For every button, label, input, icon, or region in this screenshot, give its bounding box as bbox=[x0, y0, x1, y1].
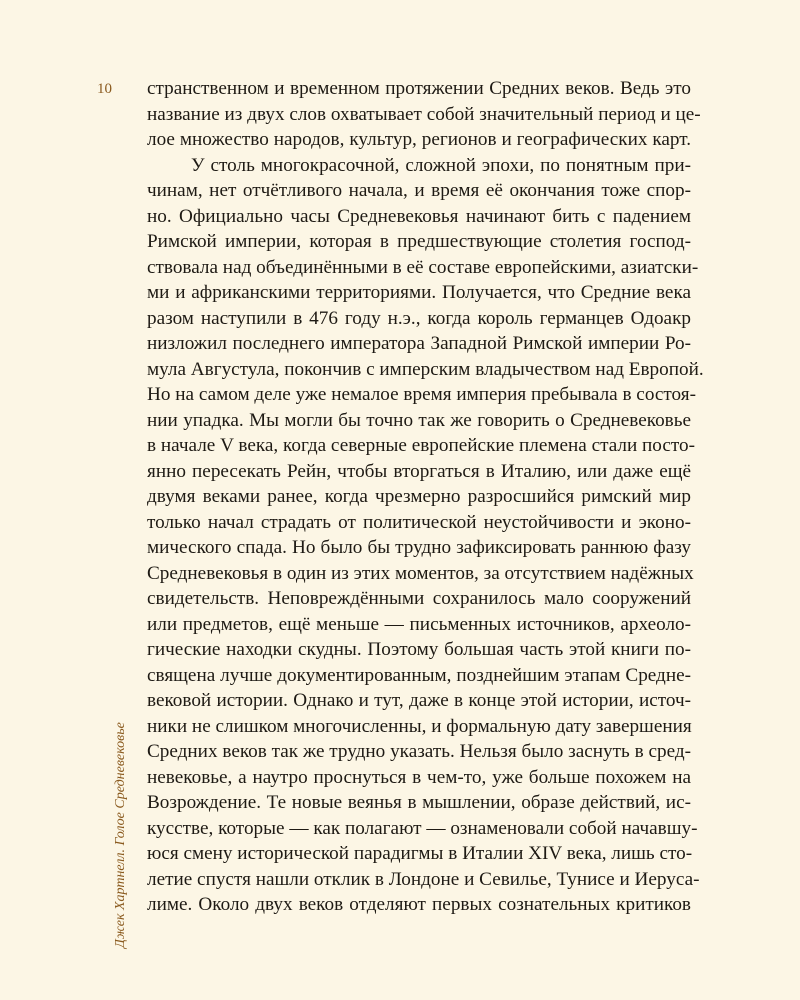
text-line: Средних веков так же трудно указать. Нельзя было заснуть в сред- bbox=[147, 741, 691, 762]
text-line: чинам, нет отчётливого начала, и время её окончания тоже спор- bbox=[147, 180, 691, 201]
text-line: мического спада. Но было бы трудно зафиксировать раннюю фазу bbox=[147, 537, 691, 558]
text-line: ми и африканскими территориями. Получается, что Средние века bbox=[147, 282, 691, 303]
body-text bbox=[147, 76, 704, 918]
text-line: низложил последнего императора Западной Римской империи Ро- bbox=[147, 333, 691, 354]
text-line: или предметов, ещё меньше — письменных источников, археоло- bbox=[147, 613, 691, 635]
text-line: Средневековья в один из этих моментов, за отсутствием надёжных bbox=[147, 562, 694, 584]
page-number: 10 bbox=[97, 81, 112, 97]
text-line: янно пересекать Рейн, чтобы вторгаться в Италию, или даже ещё bbox=[147, 460, 691, 482]
text-line: ствовала над объединёнными в её составе европейскими, азиатски- bbox=[147, 256, 699, 278]
text-line: священа лучше документированным, позднейшим этапам Средне- bbox=[147, 664, 691, 686]
text-line: в начале V века, когда северные европейские племена стали посто- bbox=[147, 435, 696, 456]
text-line: кусстве, которые — как полагают — ознаменовали собой начавшу- bbox=[147, 817, 698, 839]
text-line: Возрождение. Те новые веянья в мышлении, образе действий, ис- bbox=[147, 792, 691, 813]
text-line: свидетельств. Неповреждёнными сохранилось мало сооружений bbox=[147, 588, 691, 609]
text-line: мула Августула, покончив с имперским владычеством над Европой. bbox=[147, 358, 704, 380]
text-line: Но на самом деле уже немалое время империя пребывала в состоя- bbox=[147, 384, 696, 405]
running-head: Джек Хартнелл. Голое Средневековье bbox=[113, 722, 128, 948]
text-line: Римской империи, которая в предшествующие столетия господ- bbox=[147, 231, 691, 252]
text-line: летие спустя нашли отклик в Лондоне и Севилье, Тунисе и Иеруса- bbox=[147, 868, 700, 890]
text-line: но. Официально часы Средневековья начинают бить с падением bbox=[147, 205, 691, 227]
text-line: ники не слишком многочисленны, и формальную дату завершения bbox=[147, 715, 692, 737]
text-line: только начал страдать от политической неустойчивости и эконо- bbox=[147, 511, 691, 533]
text-line: невековье, а наутро проснуться в чем-то, уже больше похожем на bbox=[147, 766, 691, 788]
text-line: разом наступили в 476 году н.э., когда король германцев Одоакр bbox=[147, 307, 691, 329]
text-line: нии упадка. Мы могли бы точно так же говорить о Средневековье bbox=[147, 409, 691, 431]
text-line: странственном и временном протяжении Средних веков. Ведь это bbox=[147, 78, 691, 99]
text-line: двумя веками ранее, когда чрезмерно разросшийся римский мир bbox=[147, 486, 691, 507]
text-line: юся смену исторической парадигмы в Италии XIV века, лишь сто- bbox=[147, 843, 693, 864]
text-line: лое множество народов, культур, регионов и географических карт. bbox=[147, 129, 691, 150]
text-line: У столь многокрасочной, сложной эпохи, по понятным при- bbox=[191, 154, 691, 176]
text-line: вековой истории. Однако и тут, даже в конце этой истории, источ- bbox=[147, 690, 691, 711]
text-line: название из двух слов охватывает собой значительный период и це- bbox=[147, 103, 701, 125]
text-line: лиме. Около двух веков отделяют первых сознательных критиков bbox=[147, 894, 691, 915]
text-line: гические находки скудны. Поэтому большая часть этой книги по- bbox=[147, 639, 691, 660]
